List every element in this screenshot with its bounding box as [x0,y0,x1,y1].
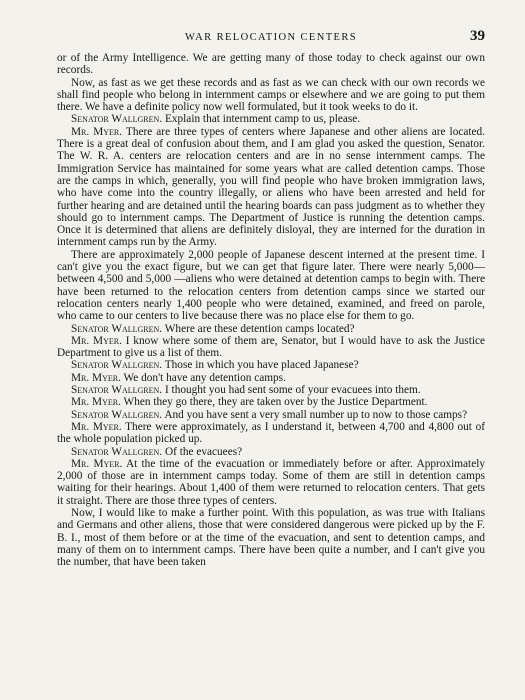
body-text [57,52,485,568]
paragraph: Mr. Myer. I know where some of them are, Senator, but I would have to ask the Justice Department to give us a list of them. [57,334,485,360]
speaker-name: Senator Wallgren. [71,408,163,421]
page-number: 39 [470,28,485,44]
speaker-name: Senator Wallgren. [71,113,163,126]
speaker-name: Senator Wallgren. [71,384,163,397]
paragraph: Senator Wallgren. Those in which you have placed Japanese? [71,359,359,372]
paragraph: Senator Wallgren. And you have sent a very small number up to now to those camps? [71,408,468,421]
paragraph: or of the Army Intelligence. We are getting many of those today to check against our own records. [57,52,485,77]
running-title: WAR RELOCATION CENTERS [185,32,357,43]
speaker-name: Senator Wallgren. [71,359,163,372]
speaker-name: Mr. Myer. [71,457,123,470]
speaker-name: Mr. Myer. [71,371,121,384]
paragraph: There are approximately 2,000 people of Japanese descent interned at the present time. I can't give you the exact figure, but we can get that figure later. There were nearly 5,000—between 4,500 and 5,000 —aliens who were detained at detention camps to begin with. There have been returned to the relocation centers from detention camps since we started our relocation centers nearly 1,400 people who were detained, examined, and freed on parole, who came to our centers to live because there was no place else for them to go. [57,248,485,323]
paragraph: Senator Wallgren. Of the evacuees? [71,445,243,458]
speaker-name: Mr. Myer. [71,420,122,433]
paragraph: Now, I would like to make a further point. With this population, as was true with Italians and Germans and other aliens, those that were considered dangerous were picked up by the F. B. I., most of them before or at the time of the evacuation, and sent to detention camps, and many of them on to internment camps. There have been quite a number, and I can't give you the number, that have been taken [57,506,485,569]
paragraph: Senator Wallgren. Where are these detention camps located? [71,322,355,335]
paragraph: Mr. Myer. There were approximately, as I understand it, between 4,700 and 4,800 out of the whole population picked up. [57,420,485,446]
paragraph: Mr. Myer. We don't have any detention camps. [71,371,286,384]
speaker-name: Mr. Myer. [71,334,122,347]
paragraph: Mr. Myer. There are three types of centers where Japanese and other aliens are located. There is a great deal of confusion about them, and I am glad you asked the question, Senator. The W. R. A. centers are relocation centers and are in no sense internment camps. The Immigration Service has maintained for some years what are called detention camps. Those are the camps in which, generally, you will find people who have broken immigration laws, who have come into the country illegally, or aliens who have been arrested and held for further hearing and are detained until the hearing boards can pass judgment as to whether they should go to internment camps. The Department of Justice is running the detention camps. Once it is determined that aliens are definitely disloyal, they are interned for the duration in internment camps run by the Army. [57,125,485,249]
speaker-name: Mr. Myer. [71,396,121,409]
speaker-name: Senator Wallgren. [71,322,163,335]
page-header [57,28,485,48]
paragraph: Mr. Myer. At the time of the evacuation or immediately before or after. Approximately 2,000 of those are in internment camps today. Some of them are still in detention camps waiting for their hearings. About 1,400 of them were returned to relocation centers. That gets it straight. There are those three types of centers. [57,457,485,507]
speaker-name: Mr. Myer. [71,125,123,138]
paragraph: Now, as fast as we get these records and as fast as we can check with our own records we shall find people who belong in internment camps or elsewhere and we are going to put them there. We have a definite policy now well formulated, but it took weeks to do it. [57,76,485,114]
paragraph: Senator Wallgren. I thought you had sent some of your evacuees into them. [71,384,421,397]
speaker-name: Senator Wallgren. [71,445,163,458]
paragraph: Mr. Myer. When they go there, they are taken over by the Justice Department. [71,396,428,409]
paragraph: Senator Wallgren. Explain that internment camp to us, please. [71,113,361,126]
